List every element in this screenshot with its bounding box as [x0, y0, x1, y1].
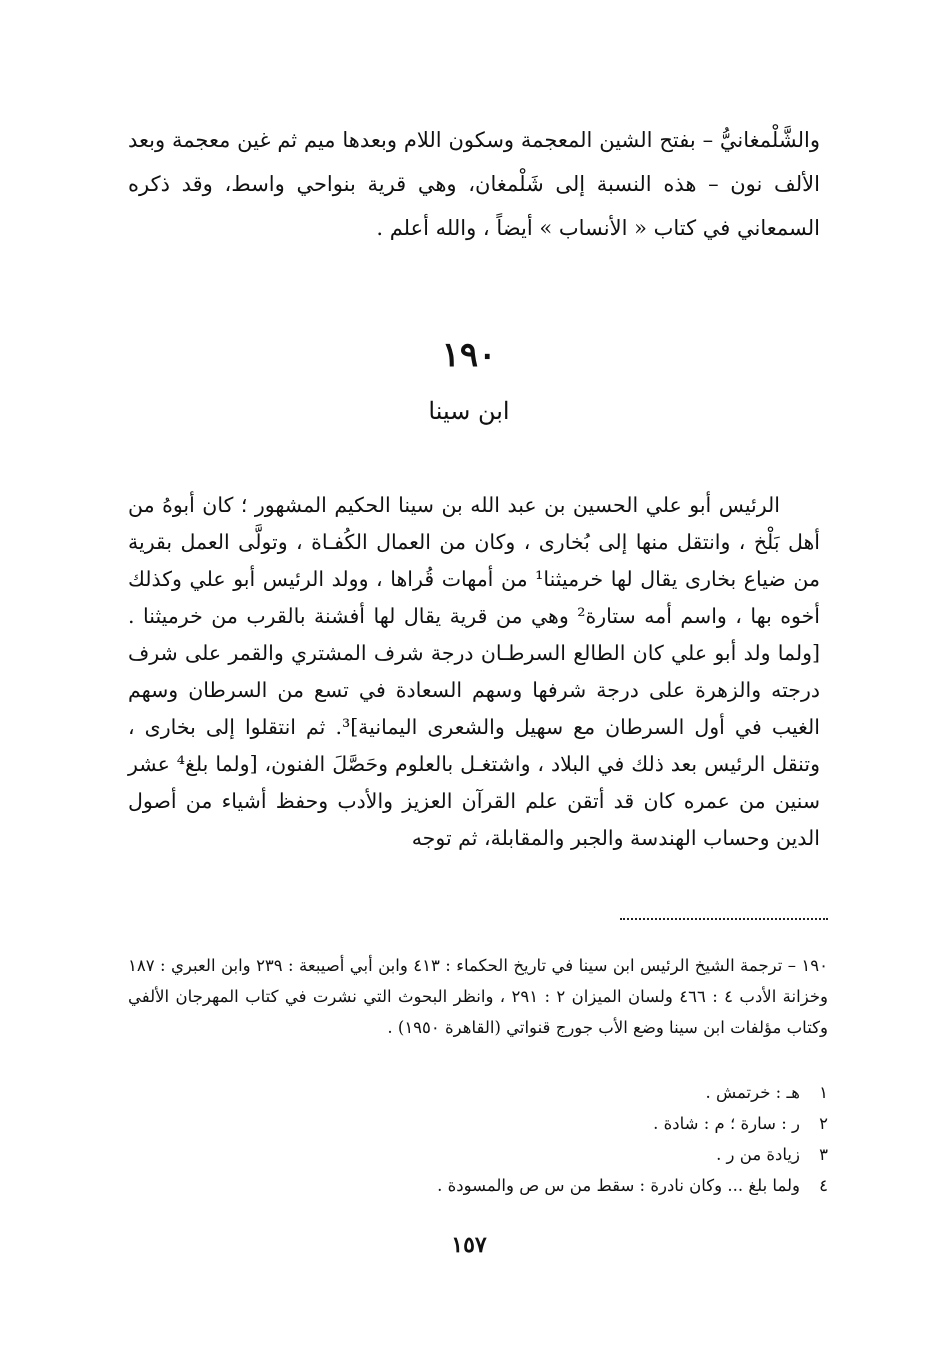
page-number: ١٥٧	[451, 1232, 487, 1258]
entry-title: ابن سينا	[428, 397, 510, 425]
footnote-divider	[620, 918, 828, 920]
footnote-text: هـ : خرتمش .	[705, 1083, 800, 1102]
footnote-text: زيادة من ر .	[716, 1145, 800, 1164]
footnote-text: ر : سارة ؛ م : شادة .	[653, 1114, 800, 1133]
footnote-number: ٣	[819, 1145, 828, 1164]
footnote-number: ٤	[819, 1176, 828, 1195]
intro-paragraph: والشَّلْمغانيُّ – بفتح الشين المعجمة وسكون اللام وبعدها ميم ثم غين معجمة وبعد الألف نون – هذه النسبة إلى شَلْمغان، وهي قرية بنواحي واسط، وقد ذكره السمعاني في كتاب « الأنساب » أيضاً ، والله أعلم .	[128, 128, 820, 240]
footnote-list	[128, 1077, 828, 1201]
footnote-text: ولما بلغ ... وكان نادرة : سقط من س ص والمسودة .	[437, 1176, 800, 1195]
footnote-main: ١٩٠ – ترجمة الشيخ الرئيس ابن سينا في تاريخ الحكماء : ٤١٣ وابن أبي أصيبعة : ٢٣٩ وابن العبري : ١٨٧ وخزانة الأدب ٤ : ٤٦٦ ولسان الميزان ٢ : ٢٩١ ، وانظر البحوث التي نشرت في كتاب المهرجان الألفي وكتاب مؤلفات ابن سينا وضع الأب جورج قنواتي (القاهرة ١٩٥٠) .	[128, 956, 828, 1037]
footnote-number: ٢	[819, 1114, 828, 1133]
footnote-number: ١	[819, 1083, 828, 1102]
entry-number: ١٩٠	[441, 335, 497, 375]
footnote-main-block	[128, 950, 828, 1043]
intro-paragraph-block	[128, 118, 820, 250]
body-text-block	[128, 487, 820, 857]
body-paragraph: الرئيس أبو علي الحسين بن عبد الله بن سينا الحكيم المشهور ؛ كان أبوهُ من أهل بَلْخ ، وانتقل منها إلى بُخارى ، وكان من العمال الكُفـاة ، وتولَّى العمل بقرية من ضياع بخارى يقال لها خرميثنا¹ من أمهات قُراها ، وولد الرئيس أبو علي وكذلك أخوه بها ، واسم أمه ستارة² وهي من قرية يقال لها أفشنة بالقرب من خرميثنا . [ولما ولد أبو علي كان الطالع السرطـان درجة شرف المشتري والقمر على شرف درجته والزهرة على درجة شرفها وسهم السعادة في تسع من السرطان وسهم الغيب في أول السرطان مع سهيل والشعرى اليمانية]³. ثم انتقلوا إلى بخارى ، وتنقل الرئيس بعد ذلك في البلاد ، واشتغـل بالعلوم وحَصَّلَ الفنون، [ولما بلغ⁴ عشر سنين من عمره كان قد أتقن علم القرآن العزيز والأدب وحفظ أشياء من أصول الدين وحساب الهندسة والجبر والمقابلة، ثم توجه	[128, 493, 820, 850]
footnote-item	[128, 1077, 828, 1108]
footnote-item	[128, 1108, 828, 1139]
footnote-item	[128, 1139, 828, 1170]
footnote-item	[128, 1170, 828, 1201]
